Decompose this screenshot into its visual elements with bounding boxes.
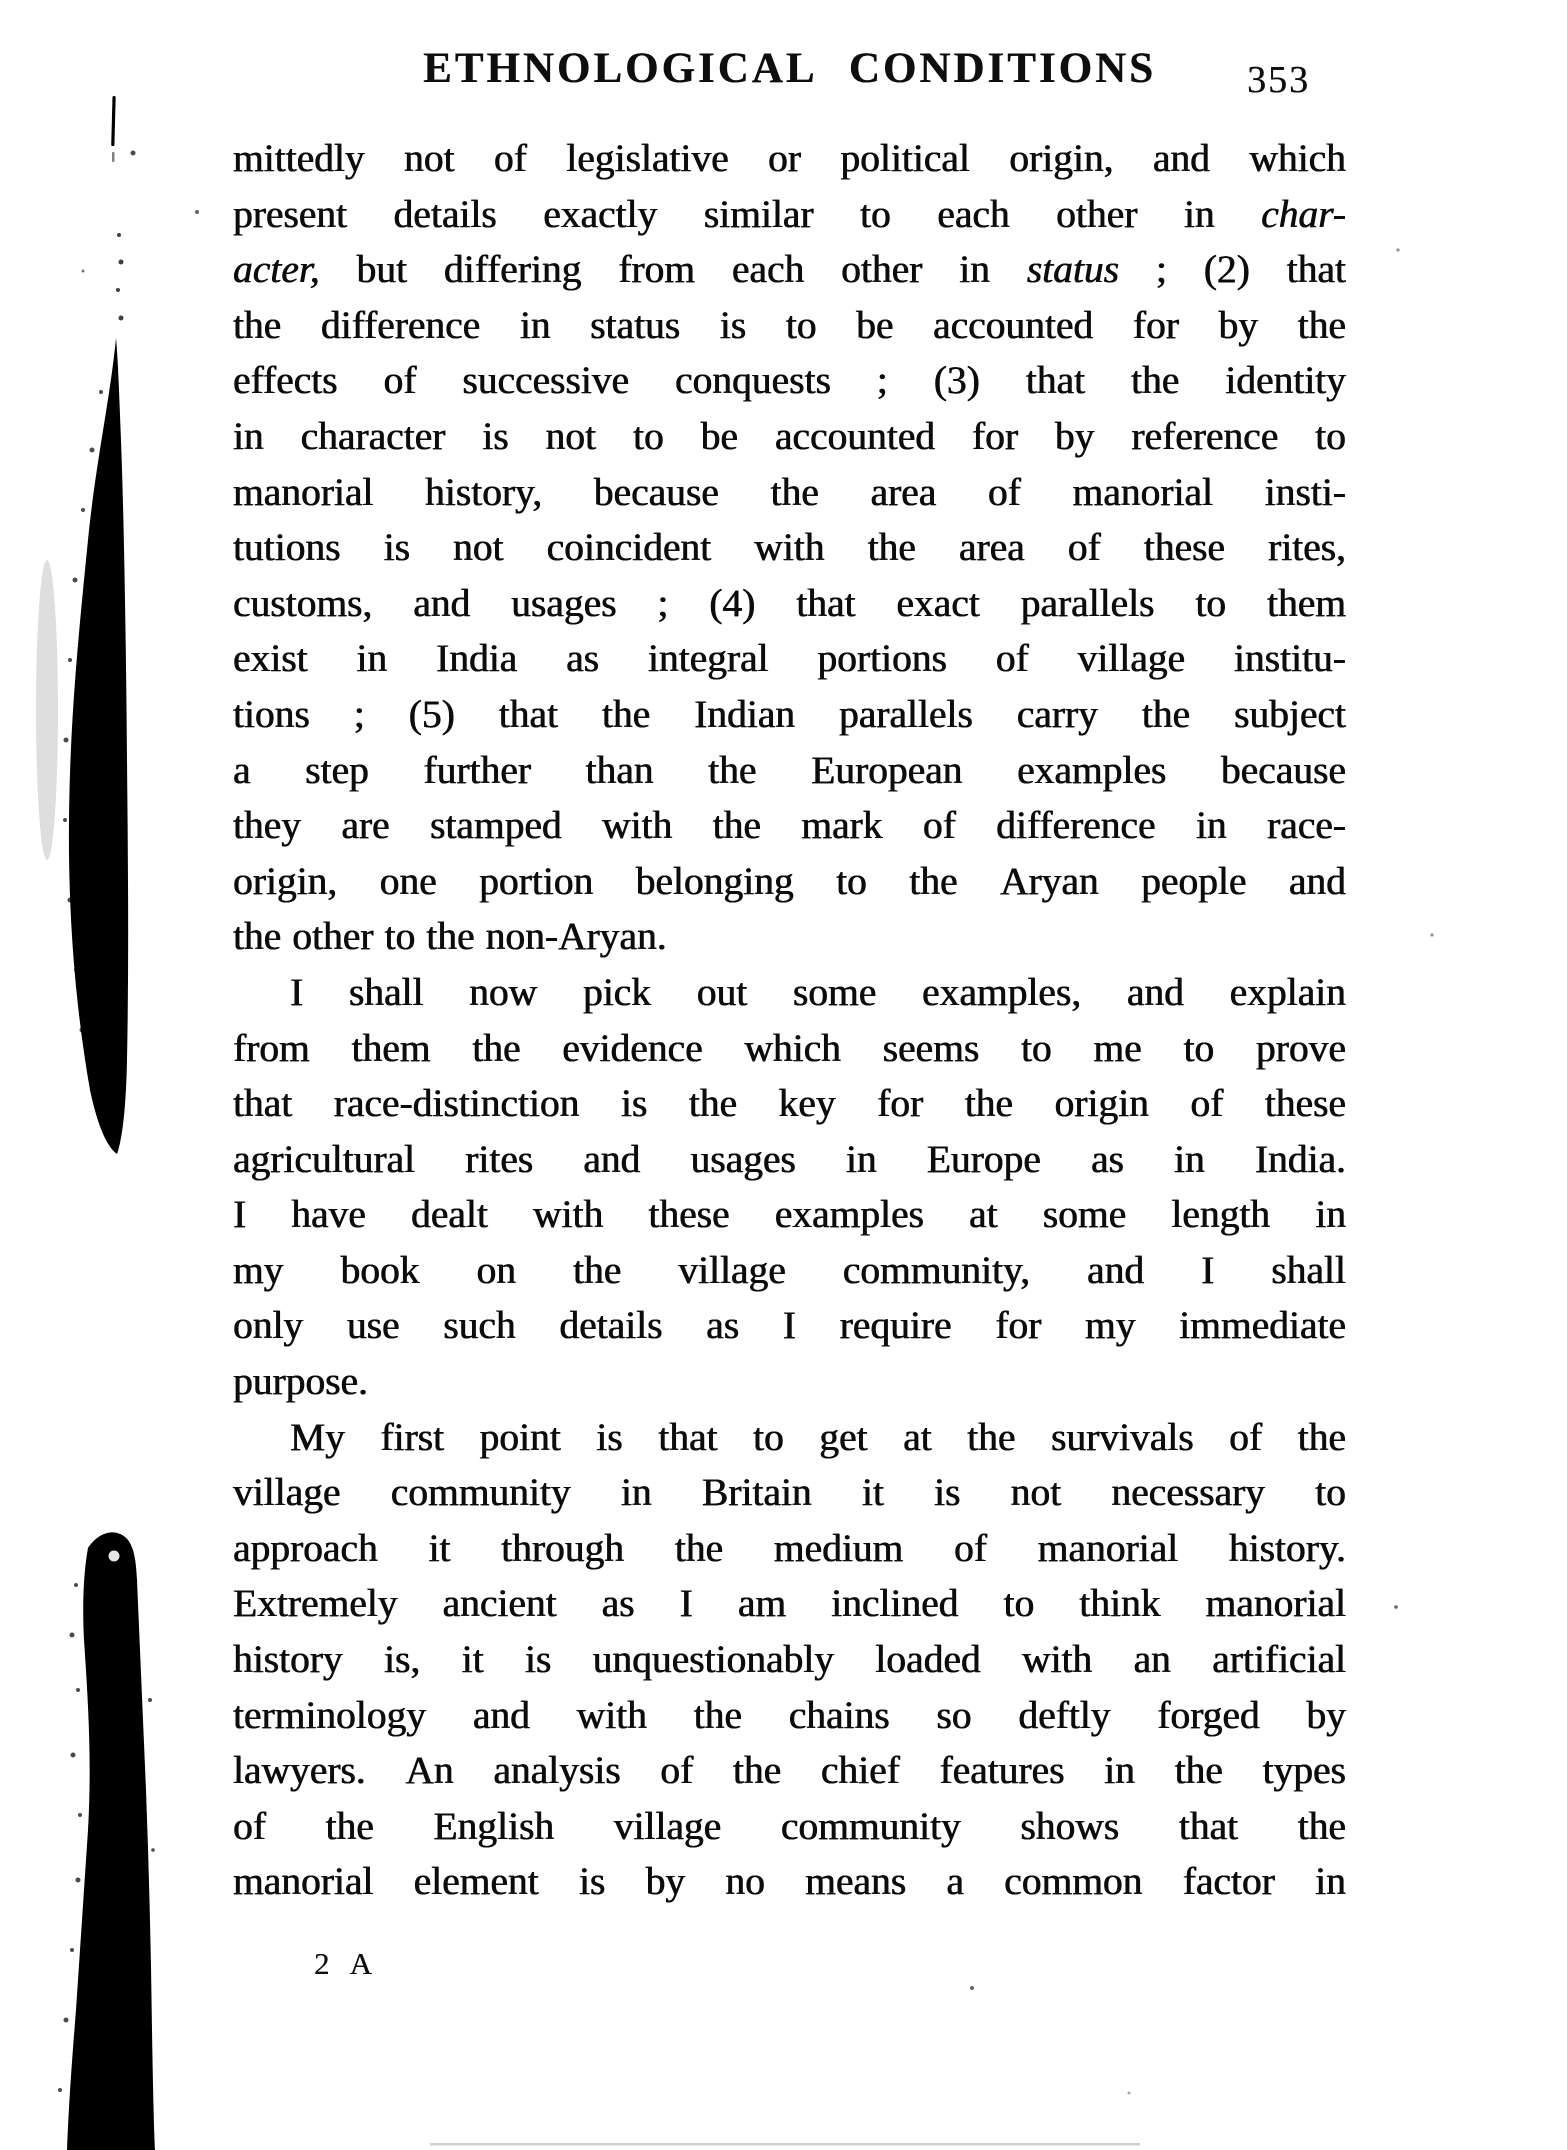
page-body <box>233 131 1346 1910</box>
text-line: lawyers. An analysis of the chief features in the types <box>233 1748 1346 1793</box>
text-line: present details exactly similar to each other in char- <box>233 191 1346 236</box>
scan-tick-mark <box>82 96 136 272</box>
text-line: my book on the village community, and I shall <box>233 1247 1346 1292</box>
ink-smudge-upper-speckles <box>63 390 106 1132</box>
ink-smudge-lower <box>67 1532 155 2150</box>
text-line: from them the evidence which seems to me to prove <box>233 1025 1346 1070</box>
faint-scan-shadow <box>36 560 58 860</box>
ink-smudge-white-notch <box>109 1551 120 1562</box>
text-line: I shall now pick out some examples, and explain <box>290 969 1346 1014</box>
text-line: of the English village community shows that the <box>233 1803 1346 1848</box>
text-line: exist in India as integral portions of village institu- <box>233 636 1346 681</box>
ink-smudge-lower-speckles <box>58 1583 155 2092</box>
text-line: origin, one portion belonging to the Aryan people and <box>233 858 1346 903</box>
running-header: ETHNOLOGICAL CONDITIONS <box>423 45 1156 92</box>
scan-speckle-trail <box>116 233 124 321</box>
text-line: that race-distinction is the key for the origin of these <box>233 1081 1346 1126</box>
text-line: Extremely ancient as I am inclined to think manorial <box>233 1581 1346 1626</box>
text-line: manorial history, because the area of manorial insti- <box>233 469 1346 514</box>
text-line: manorial element is by no means a common factor in <box>233 1859 1346 1904</box>
text-line: effects of successive conquests ; (3) that the identity <box>233 358 1346 403</box>
text-line: customs, and usages ; (4) that exact parallels to them <box>233 580 1346 625</box>
page-number: 353 <box>1247 59 1310 101</box>
ink-smudge-upper <box>69 338 128 1154</box>
text-line: history is, it is unquestionably loaded with an artificial <box>233 1637 1346 1682</box>
text-line: in character is not to be accounted for by reference to <box>233 413 1346 458</box>
text-line: only use such details as I require for my immediate <box>233 1303 1346 1348</box>
text-line: approach it through the medium of manorial history. <box>233 1525 1346 1570</box>
scan-edge-line <box>430 2143 1140 2146</box>
text-line: I have dealt with these examples at some length in <box>233 1192 1346 1237</box>
text-line: tutions is not coincident with the area of these rites, <box>233 525 1346 570</box>
text-line: terminology and with the chains so deftly forged by <box>233 1692 1346 1737</box>
text-line: the difference in status is to be accounted for by the <box>233 302 1346 347</box>
text-line: a step further than the European examples because <box>233 747 1346 792</box>
text-line: mittedly not of legislative or political origin, and which <box>233 136 1346 180</box>
text-line: agricultural rites and usages in Europe as in India. <box>233 1136 1346 1181</box>
text-line: tions ; (5) that the Indian parallels carry the subject <box>233 691 1346 736</box>
text-line: the other to the non-Aryan. <box>233 914 667 959</box>
text-line: village community in Britain it is not necessary to <box>233 1470 1346 1515</box>
printer-signature-mark: 2 A <box>314 1946 379 1981</box>
text-line: My first point is that to get at the survivals of the <box>290 1414 1346 1459</box>
text-line: acter, but differing from each other in status ; (2) that <box>233 247 1346 292</box>
text-line: purpose. <box>233 1359 368 1404</box>
text-line: they are stamped with the mark of difference in race- <box>233 803 1346 848</box>
